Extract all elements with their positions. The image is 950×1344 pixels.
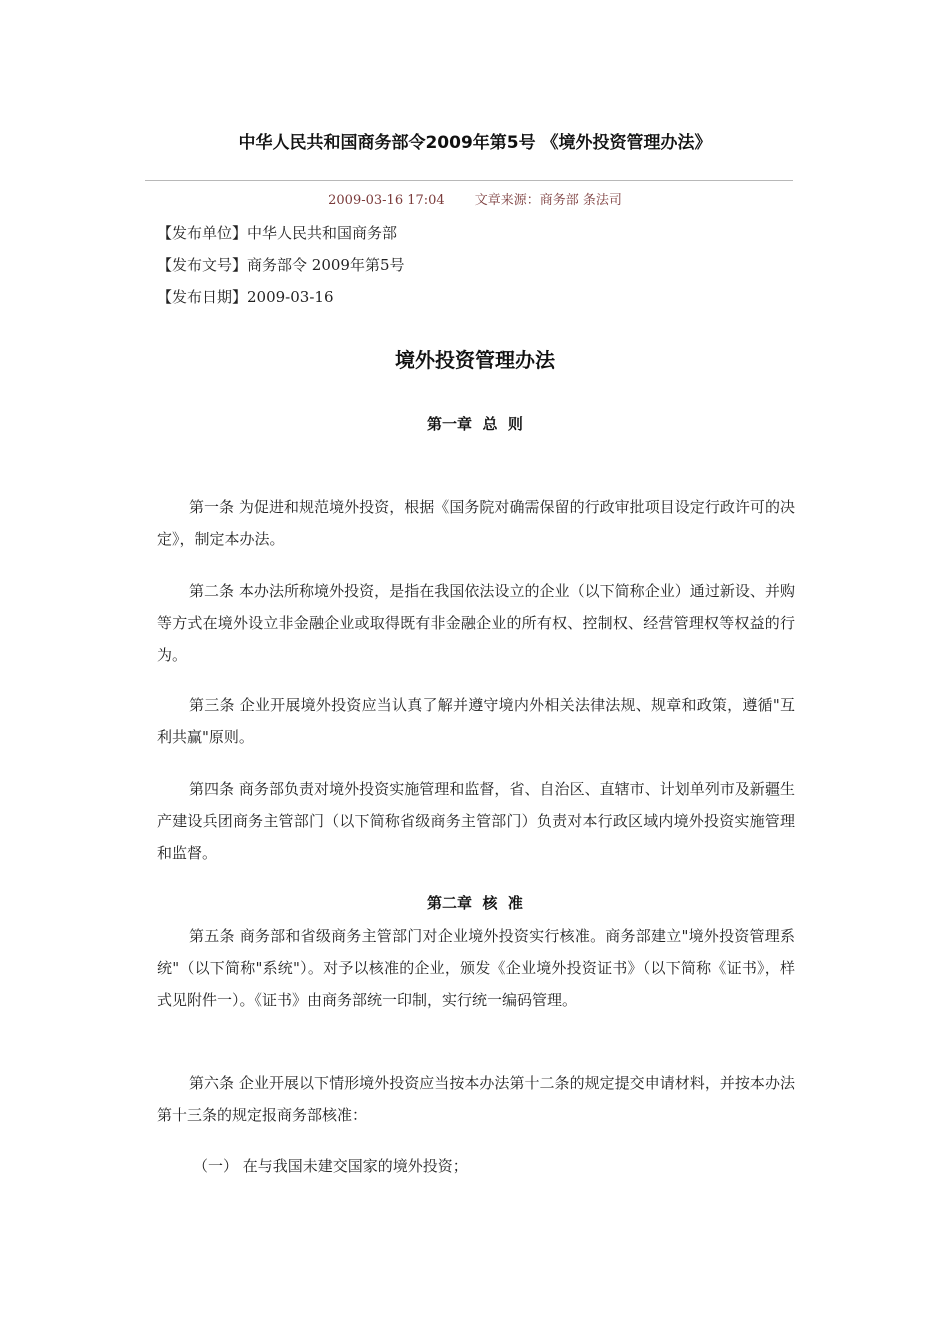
article-1: 第一条 为促进和规范境外投资，根据《国务院对确需保留的行政审批项目设定行政许可的决定》，制定本办法。 <box>157 498 795 548</box>
issue-date-line: 【发布日期】2009-03-16 <box>157 288 334 306</box>
doc-number-line: 【发布文号】商务部令 2009年第5号 <box>157 256 405 274</box>
document-main-title: 境外投资管理办法 <box>395 348 555 372</box>
publish-datetime: 2009-03-16 17:04 <box>328 193 445 208</box>
header-divider <box>145 180 793 181</box>
article-6: 第六条 企业开展以下情形境外投资应当按本办法第十二条的规定提交申请材料，并按本办法第十三条的规定报商务部核准： <box>157 1074 795 1124</box>
publish-meta <box>0 192 950 210</box>
chapter-1-heading: 第一章 总 则 <box>427 415 523 433</box>
issuer-line: 【发布单位】中华人民共和国商务部 <box>157 224 398 242</box>
article-3: 第三条 企业开展境外投资应当认真了解并遵守境内外相关法律法规、规章和政策，遵循"互利共赢"原则。 <box>157 696 795 746</box>
article-2: 第二条 本办法所称境外投资，是指在我国依法设立的企业（以下简称企业）通过新设、并购等方式在境外设立非金融企业或取得既有非金融企业的所有权、控制权、经营管理权等权益的行为。 <box>157 582 795 664</box>
article-4: 第四条 商务部负责对境外投资实施管理和监督，省、自治区、直辖市、计划单列市及新疆生产建设兵团商务主管部门（以下简称省级商务主管部门）负责对本行政区域内境外投资实施管理和监督。 <box>157 780 795 862</box>
article-source: 文章来源：商务部 条法司 <box>474 193 622 208</box>
article-6-item-1: （一） 在与我国未建交国家的境外投资； <box>193 1157 468 1175</box>
chapter-2-heading: 第二章 核 准 <box>427 894 523 912</box>
document-header-title: 中华人民共和国商务部令2009年第5号 《境外投资管理办法》 <box>238 133 712 153</box>
article-5: 第五条 商务部和省级商务主管部门对企业境外投资实行核准。商务部建立"境外投资管理系统"（以下简称"系统"）。对予以核准的企业，颁发《企业境外投资证书》（以下简称《证书》，样式见附件一）。《证书》由商务部统一印制，实行统一编码管理。 <box>157 927 795 1009</box>
